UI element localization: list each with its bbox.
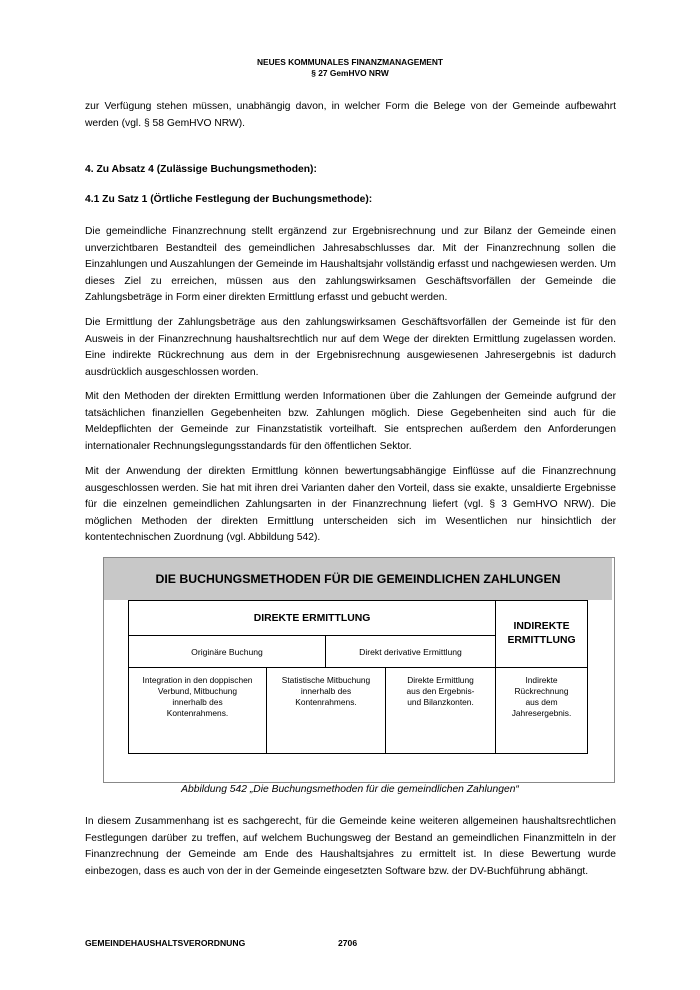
method-cell-integration: Integration in den doppischen Verbund, Mitbuchung innerhalb des Kontenrahmens. xyxy=(128,667,267,754)
intro-paragraph: zur Verfügung stehen müssen, unabhängig davon, in welcher Form die Belege von der Gemeinde aufbewahrt werden (vgl. § 58 GemHVO NRW). xyxy=(85,101,616,129)
paragraph-1: Die gemeindliche Finanzrechnung stellt ergänzend zur Ergebnisrechnung und zur Bilanz der Gemeinde einen unverzichtbaren Bestandteil des gemeindlichen Jahresabschlusses dar. Mit der Finanzrechnung sollen die Einzahlungen und Auszahlungen der Gemeinde im Haushaltsjahr vollständig erfasst und nachgewiesen werden. Um dieses Ziel zu erreichen, müssen aus den zahlungswirksamen Geschäftsvorfällen der Gemeinde die Zahlungsbeträge in Form einer direkten Ermittlung erfasst und gebucht werden. xyxy=(85,226,616,304)
subsection-heading: 4.1 Zu Satz 1 (Örtliche Festlegung der Buchungsmethode): xyxy=(85,194,373,205)
method-cell-indirect: Indirekte Rückrechnung aus dem Jahresergebnis. xyxy=(495,667,588,754)
header-subtitle: § 27 GemHVO NRW xyxy=(311,68,389,78)
derivative-determination-cell: Direkt derivative Ermittlung xyxy=(325,635,496,668)
footer-title: GEMEINDEHAUSHALTSVERORDNUNG xyxy=(85,938,246,948)
direct-method-header: DIREKTE ERMITTLUNG xyxy=(128,600,496,636)
paragraph-3: Mit den Methoden der direkten Ermittlung werden Informationen über die Zahlungen der Gemeinde aufgrund der tatsächlichen finanziellen Gegebenheiten bzw. Zahlungen möglich. Diese Gegebenheiten sind auch für die Meldepflichten der Gemeinde zur Finanzstatistik vorteilhaft. Sie entsprechen außerdem den Anforderungen internationaler Rechnungslegungsstandards für den öffentlichen Sektor. xyxy=(85,391,616,452)
original-booking-cell: Originäre Buchung xyxy=(128,635,326,668)
figure-title: DIE BUCHUNGSMETHODEN FÜR DIE GEMEINDLICHEN ZAHLUNGEN xyxy=(104,558,612,600)
header-title: NEUES KOMMUNALES FINANZMANAGEMENT xyxy=(256,57,444,67)
page-number: 2706 xyxy=(338,938,358,948)
closing-paragraph: In diesem Zusammenhang ist es sachgerecht, für die Gemeinde keine weiteren allgemeinen haushaltsrechtlichen Festlegungen darüber zu treffen, auf welchem Buchungsweg der Bestand an gemeindlichen Finanzmitteln in der Finanzrechnung der Gemeinde am Ende des Haushaltsjahres zu ermittelt ist. In diese Bewertung wurde einbezogen, dass es auch von der in der Gemeinde eingesetzten Software bzw. der DV-Buchführung abhängt. xyxy=(85,816,616,877)
method-cell-statistical: Statistische Mitbuchung innerhalb des Kontenrahmens. xyxy=(266,667,386,754)
indirect-method-header: INDIREKTE ERMITTLUNG xyxy=(495,600,588,668)
paragraph-4: Mit der Anwendung der direkten Ermittlung können bewertungsabhängige Einflüsse auf die Finanzrechnung ausgeschlossen werden. Sie hat mit ihren drei Varianten daher den Vorteil, dass sie exakte, unsaldierte Ergebnisse für die einzelnen gemeindlichen Zahlungsarten in der Finanzrechnung liefert (vgl. § 3 GemHVO NRW). Die möglichen Methoden der direkten Ermittlung unterscheiden sich im Wesentlichen nur hinsichtlich der kontentechnischen Zuordnung (vgl. Abbildung 542). xyxy=(85,466,616,544)
paragraph-2: Die Ermittlung der Zahlungsbeträge aus den zahlungswirksamen Geschäftsvorfällen der Gemeinde ist für den Ausweis in der Finanzrechnung haushaltsrechtlich nur auf dem Wege der direkten Ermittlung zugelassen worden. Eine indirekte Rückrechnung aus dem in der Ergebnisrechnung ausgewiesenen Jahresergebnis ist dadurch ausdrücklich ausgeschlossen worden. xyxy=(85,317,616,378)
figure-caption: Abbildung 542 „Die Buchungsmethoden für die gemeindlichen Zahlungen“ xyxy=(181,784,519,795)
method-cell-direct: Direkte Ermittlung aus den Ergebnis- und Bilanzkonten. xyxy=(385,667,496,754)
section-heading: 4. Zu Absatz 4 (Zulässige Buchungsmethoden): xyxy=(85,164,317,175)
